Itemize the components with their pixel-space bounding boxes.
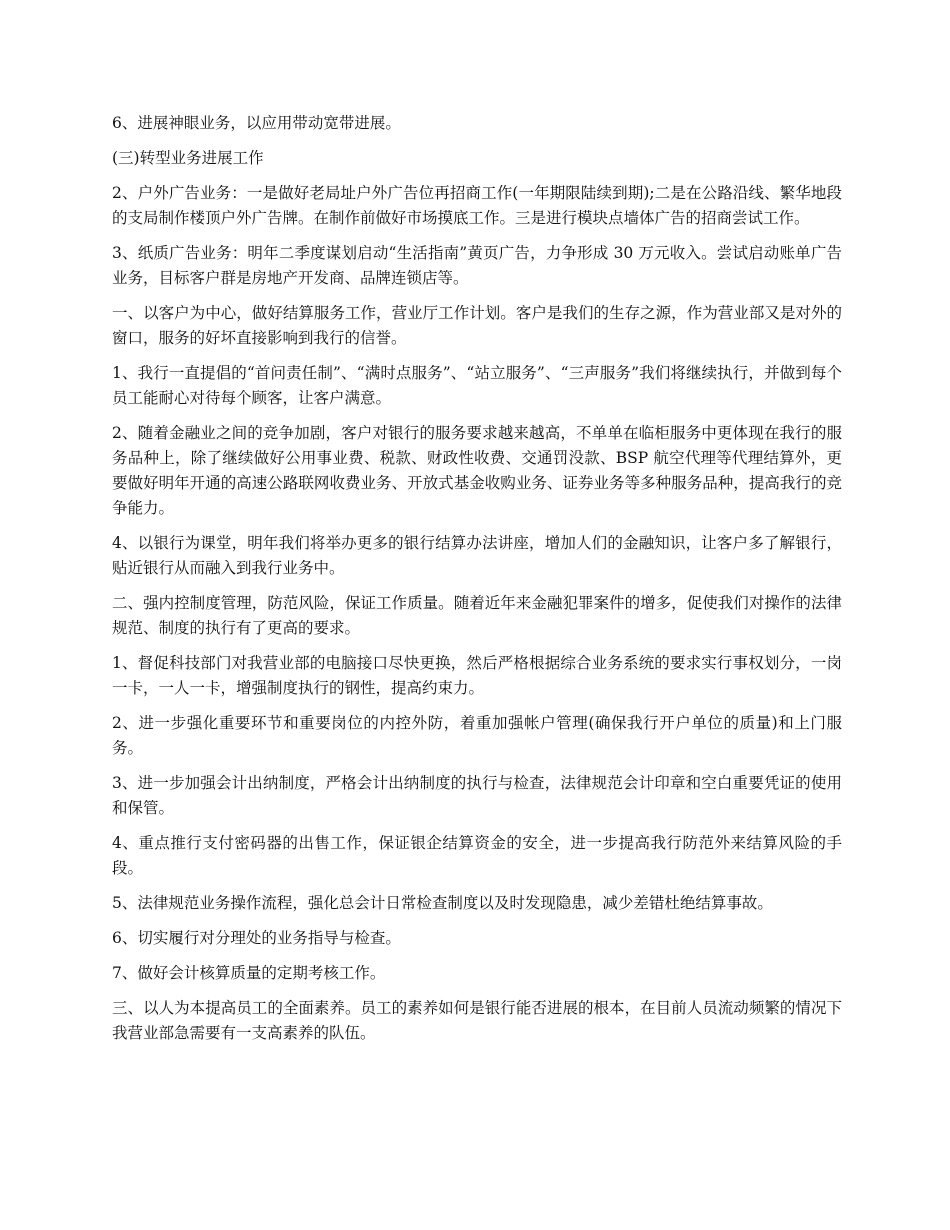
paragraph: 3、进一步加强会计出纳制度，严格会计出纳制度的执行与检查，法律规范会计印章和空白重要凭证的使用和保管。	[112, 774, 842, 817]
paragraph: 4、重点推行支付密码器的出售工作，保证银企结算资金的安全，进一步提高我行防范外来结算风险的手段。	[112, 834, 842, 877]
section-heading: 二、强内控制度管理，防范风险，保证工作质量。随着近年来金融犯罪案件的增多，促使我们对操作的法律规范、制度的执行有了更高的要求。	[112, 594, 842, 637]
paragraph: 1、督促科技部门对我营业部的电脑接口尽快更换，然后严格根据综合业务系统的要求实行事权划分，一岗一卡，一人一卡，增强制度执行的钢性，提高约束力。	[112, 654, 842, 697]
paragraph: 6、切实履行对分理处的业务指导与检查。	[112, 929, 401, 947]
paragraph: 2、随着金融业之间的竞争加剧，客户对银行的服务要求越来越高，不单单在临柜服务中更体现在我行的服务品种上，除了继续做好公用事业费、税款、财政性收费、交通罚没款、BSP 航空代理等代理结算外，更要做好明年开通的高速公路联网收费业务、开放式基金收购业务、证券业务等多种服务品种，提高我行的竞争能力。	[112, 424, 842, 517]
section-heading: 三、以人为本提高员工的全面素养。员工的素养如何是银行能否进展的根本，在目前人员流动频繁的情况下我营业部急需要有一支高素养的队伍。	[112, 999, 842, 1042]
document-body	[112, 111, 842, 1056]
paragraph: 7、做好会计核算质量的定期考核工作。	[112, 964, 386, 982]
section-heading: (三)转型业务进展工作	[112, 149, 264, 167]
paragraph: 3、纸质广告业务：明年二季度谋划启动“生活指南”黄页广告，力争形成 30 万元收入。尝试启动账单广告业务，目标客户群是房地产开发商、品牌连锁店等。	[112, 244, 842, 287]
paragraph: 1、我行一直提倡的“首问责任制”、“满时点服务”、“站立服务”、“三声服务”我们将继续执行，并做到每个员工能耐心对待每个顾客，让客户满意。	[112, 364, 842, 407]
section-heading: 一、以客户为中心，做好结算服务工作，营业厅工作计划。客户是我们的生存之源，作为营业部又是对外的窗口，服务的好坏直接影响到我行的信誉。	[112, 304, 842, 347]
paragraph: 2、户外广告业务：一是做好老局址户外广告位再招商工作(一年期限陆续到期);二是在公路沿线、繁华地段的支局制作楼顶户外广告牌。在制作前做好市场摸底工作。三是进行模块点墙体广告的招商尝试工作。	[112, 184, 842, 227]
paragraph: 6、进展神眼业务，以应用带动宽带进展。	[112, 114, 401, 132]
paragraph: 4、以银行为课堂，明年我们将举办更多的银行结算办法讲座，增加人们的金融知识，让客户多了解银行，贴近银行从而融入到我行业务中。	[112, 534, 842, 577]
paragraph: 2、进一步强化重要环节和重要岗位的内控外防，着重加强帐户管理(确保我行开户单位的质量)和上门服务。	[112, 714, 842, 757]
paragraph: 5、法律规范业务操作流程，强化总会计日常检查制度以及时发现隐患，减少差错杜绝结算事故。	[112, 894, 773, 912]
